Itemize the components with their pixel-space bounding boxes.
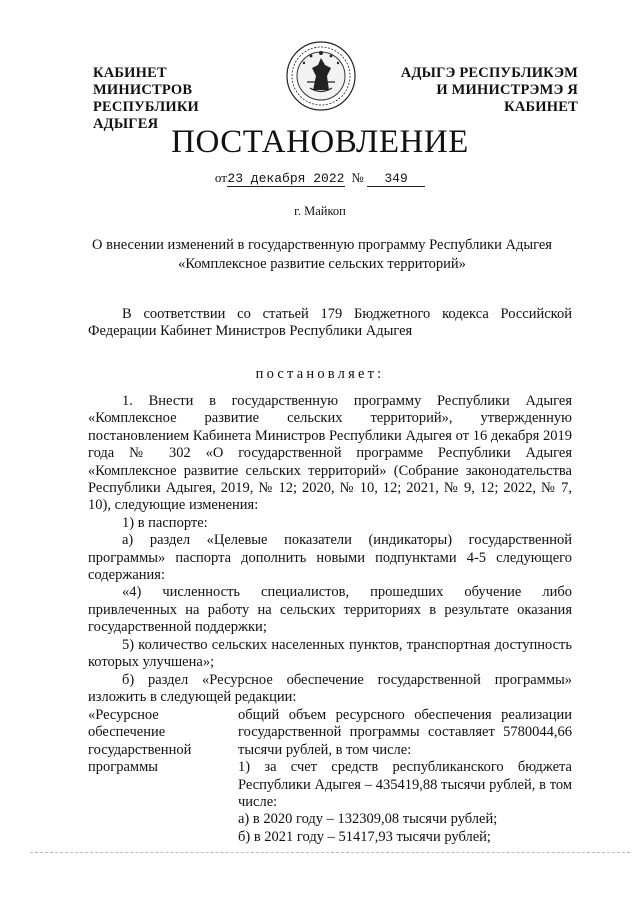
paragraph-6: б) раздел «Ресурсное обеспечение государственной программы» изложить в следующей редакции: xyxy=(88,671,572,705)
date-number-line xyxy=(0,170,640,187)
table-right-line-3: а) в 2020 году – 132309,08 тысячи рублей; xyxy=(238,811,498,828)
resolves-word: постановляет: xyxy=(255,366,385,382)
document-date: 23 декабря 2022 xyxy=(227,171,345,186)
table-right-line-2: 1) за счет средств республиканского бюджета Республики Адыгея – 435419,88 тысячи рублей, в том числе: xyxy=(238,759,572,811)
issuer-line-1-adyghe: АДЫГЭ РЕСПУБЛИКЭМ xyxy=(400,65,578,81)
document-number: 349 xyxy=(367,172,425,187)
city: г. Майкоп xyxy=(294,204,346,218)
issuer-line-2-adyghe: И МИНИСТРЭМЭ Я КАБИНЕТ xyxy=(436,82,578,115)
date-prefix: от xyxy=(214,170,227,185)
table-left-cell: «Ресурсное обеспечение государственной программы xyxy=(88,707,192,776)
paragraph-5: 5) количество сельских населенных пунктов, транспортная доступность которых улучшена»; xyxy=(88,636,572,671)
subject-line-2: «Комплексное развитие сельских территорий» xyxy=(178,256,466,272)
table-right-line-1: общий объем ресурсного обеспечения реализации государственной программы составляет 5780044,66 тысячи рублей, в том числе: xyxy=(238,707,572,758)
paragraph-1: 1. Внести в государственную программу Республики Адыгея «Комплексное развитие сельских территорий», утвержденную постановлением Кабинета Министров Республики Адыгея от 16 декабря 2019 года № 302 «О государственной программе Республики Адыгея «Комплексное развитие сельских территорий» (Собрание законодательства Республики Адыгея, 2019, № 12; 2020, № 10, 12; 2021, № 9, 12; 2022, № 7, 10), следующие изменения: xyxy=(88,393,572,514)
document-subject xyxy=(60,236,584,274)
paragraph-2: 1) в паспорте: xyxy=(122,514,208,531)
table-right-line-4: б) в 2021 году – 51417,93 тысячи рублей; xyxy=(238,828,491,845)
document-title: ПОСТАНОВЛЕНИЕ xyxy=(171,124,469,160)
issuer-line-1: КАБИНЕТ МИНИСТРОВ xyxy=(93,65,193,98)
number-sign: № xyxy=(351,170,364,185)
issuer-name-adyghe xyxy=(368,65,578,116)
table-right-cell xyxy=(238,707,572,846)
paragraph-3: а) раздел «Целевые показатели (индикаторы) государственной программы» паспорта дополнить новыми подпунктами 4-5 следующего содержания: xyxy=(88,532,572,584)
paragraph-4: «4) численность специалистов, прошедших обучение либо привлеченных на работу на сельских территориях в результате оказания государственной поддержки; xyxy=(88,584,572,636)
subject-line-1: О внесении изменений в государственную программу Республики Адыгея xyxy=(92,237,552,253)
coat-of-arms-emblem-icon xyxy=(283,38,359,114)
document-body xyxy=(88,393,572,706)
page-bottom-divider xyxy=(30,852,630,853)
issuer-name-russian xyxy=(93,65,268,133)
preamble: В соответствии со статьей 179 Бюджетного кодекса Российской Федерации Кабинет Министров Республики Адыгея xyxy=(88,306,572,340)
issuer-line-2: РЕСПУБЛИКИ АДЫГЕЯ xyxy=(93,99,200,132)
